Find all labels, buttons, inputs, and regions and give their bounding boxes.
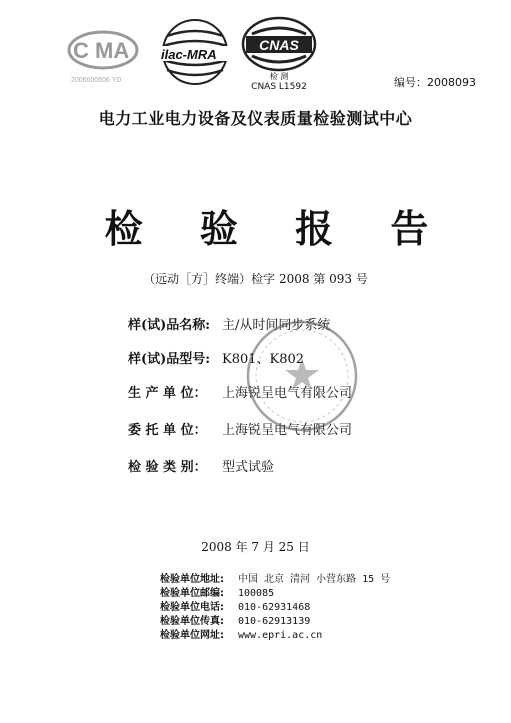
report-serial: 编号：2008093 — [394, 76, 476, 89]
organization-name: 电力工业电力设备及仪表质量检验测试中心 — [98, 109, 413, 128]
cnas-code: CNAS L1592 — [251, 82, 307, 92]
contact-postcode — [160, 584, 274, 599]
contact-phone — [160, 598, 310, 613]
report-date: 2008 年 7 月 25 日 — [201, 540, 310, 554]
field-value: 主/从时间同步系统 — [222, 318, 331, 333]
official-stamp — [244, 318, 360, 434]
page-title: 检 验 报 告 — [104, 206, 451, 251]
contact-label: 检验单位电话: — [160, 602, 224, 613]
contact-website — [160, 626, 322, 641]
field-test-type — [128, 456, 274, 475]
contact-value: www.epri.ac.cn — [238, 630, 323, 641]
contact-label: 检验单位传真: — [160, 616, 224, 627]
cnas-emblem-icon — [238, 16, 320, 76]
contact-value: 010-62913139 — [238, 616, 311, 627]
field-label: 检 验 类 别： — [128, 460, 207, 475]
field-label: 委 托 单 位： — [128, 423, 207, 438]
contact-value: 100085 — [238, 588, 275, 599]
cma-logo-icon — [63, 28, 143, 86]
cnas-logo — [238, 16, 320, 92]
field-label: 样(试)品名称: — [128, 318, 211, 333]
contact-label: 检验单位地址: — [160, 574, 224, 585]
cma-c-glyph: C — [73, 38, 89, 63]
cma-logo — [63, 28, 143, 86]
stamp-seal-icon — [244, 318, 360, 434]
report-number: （远动［方］终端）检字 2008 第 093 号 — [143, 272, 368, 286]
cma-logo-text: MA — [95, 38, 130, 63]
globe-icon — [155, 18, 237, 88]
contact-fax — [160, 612, 310, 627]
field-value: 上海锐呈电气有限公司 — [222, 386, 353, 401]
cma-code: 2006000506 YD — [71, 77, 122, 84]
ilac-logo-text: ilac-MRA — [161, 47, 217, 62]
contact-value: 中国 北京 清河 小营东路 15 号 — [238, 574, 391, 585]
field-value: 上海锐呈电气有限公司 — [222, 423, 353, 438]
contact-value: 010-62931468 — [238, 602, 311, 613]
ilac-logo — [155, 18, 237, 88]
cnas-logo-text: CNAS — [259, 37, 299, 53]
cnas-sub: 检 测 — [269, 72, 289, 81]
contact-label: 检验单位网址: — [160, 630, 224, 641]
contact-label: 检验单位邮编: — [160, 588, 224, 599]
field-value: 型式试验 — [222, 460, 275, 475]
field-label: 样(试)品型号: — [128, 352, 211, 367]
field-label: 生 产 单 位： — [128, 386, 207, 401]
field-value: K801、K802 — [222, 352, 305, 367]
contact-address — [160, 570, 390, 585]
